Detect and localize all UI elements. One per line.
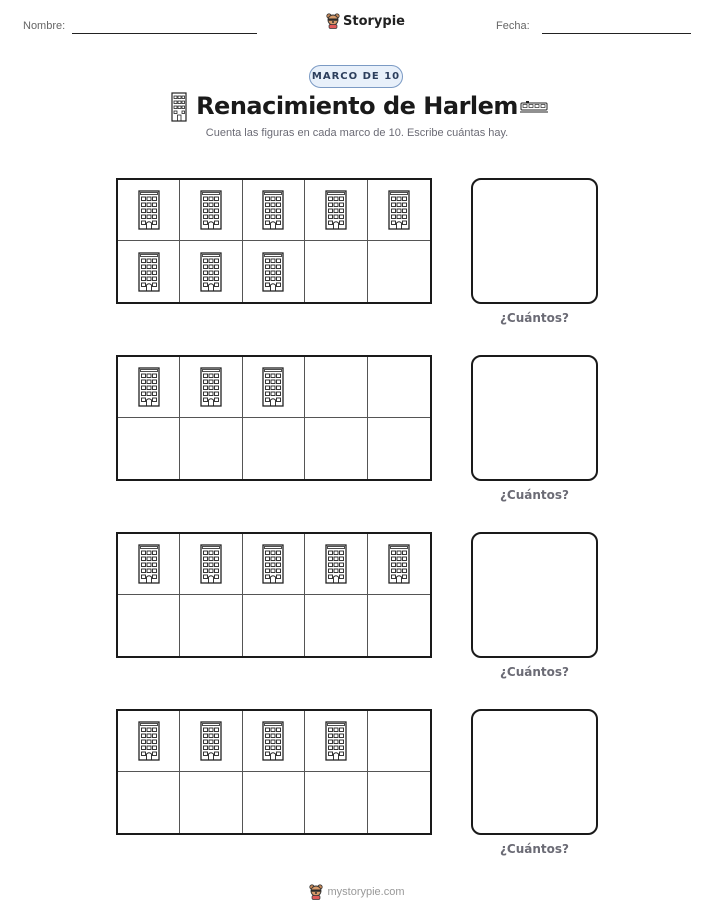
building-icon bbox=[200, 367, 222, 407]
ten-frame-cell bbox=[180, 595, 242, 656]
worksheet-type-badge: MARCO DE 10 bbox=[309, 65, 403, 88]
ten-frame-cell bbox=[243, 534, 305, 595]
ten-frame-cell bbox=[118, 357, 180, 418]
ten-frame-cell bbox=[118, 595, 180, 656]
instructions: Cuenta las figuras en cada marco de 10. Escribe cuántas hay. bbox=[205, 127, 509, 139]
ten-frame-cell bbox=[305, 711, 367, 772]
page-title: Renacimiento de Harlem bbox=[196, 92, 518, 120]
brand-name: Storypie bbox=[343, 13, 405, 29]
ten-frame-cell bbox=[305, 772, 367, 833]
how-many-label: ¿Cuántos? bbox=[499, 311, 570, 325]
ten-frame-cell bbox=[368, 180, 430, 241]
date-line[interactable] bbox=[542, 33, 691, 34]
ten-frame-cell bbox=[180, 180, 242, 241]
footer-url: mystorypie.com bbox=[327, 886, 405, 898]
building-icon bbox=[138, 721, 160, 761]
footer bbox=[0, 884, 714, 900]
title-row bbox=[0, 90, 714, 130]
ten-frame-cell bbox=[368, 418, 430, 479]
how-many-label: ¿Cuántos? bbox=[499, 665, 570, 679]
building-icon bbox=[325, 721, 347, 761]
building-icon bbox=[388, 544, 410, 584]
building-icon bbox=[262, 544, 284, 584]
date-label: Fecha: bbox=[496, 20, 530, 32]
how-many-label: ¿Cuántos? bbox=[499, 842, 570, 856]
ten-frame-cell bbox=[118, 418, 180, 479]
building-icon bbox=[262, 367, 284, 407]
answer-box[interactable] bbox=[471, 178, 598, 304]
answer-box[interactable] bbox=[471, 709, 598, 835]
ten-frame bbox=[116, 532, 432, 658]
ten-frame-cell bbox=[305, 595, 367, 656]
ten-frame-cell bbox=[180, 534, 242, 595]
ten-frame-cell bbox=[118, 711, 180, 772]
train-icon bbox=[520, 100, 548, 114]
ten-frame-cell bbox=[368, 595, 430, 656]
building-icon bbox=[325, 190, 347, 230]
building-icon bbox=[200, 190, 222, 230]
ten-frame-cell bbox=[243, 595, 305, 656]
building-icon bbox=[262, 721, 284, 761]
ten-frame-cell bbox=[305, 418, 367, 479]
answer-box[interactable] bbox=[471, 532, 598, 658]
ten-frame-cell bbox=[243, 711, 305, 772]
ten-frame-cell bbox=[118, 241, 180, 302]
building-icon bbox=[262, 190, 284, 230]
building-icon bbox=[200, 544, 222, 584]
ten-frame-cell bbox=[305, 180, 367, 241]
name-line[interactable] bbox=[72, 33, 257, 34]
ten-frame-cell bbox=[118, 772, 180, 833]
ten-frame-cell bbox=[368, 241, 430, 302]
ten-frame bbox=[116, 709, 432, 835]
ten-frame-cell bbox=[368, 357, 430, 418]
ten-frame-cell bbox=[305, 241, 367, 302]
ten-frame-cell bbox=[305, 534, 367, 595]
ten-frame-cell bbox=[180, 772, 242, 833]
ten-frame-cell bbox=[243, 180, 305, 241]
ten-frame-cell bbox=[118, 180, 180, 241]
ten-frame-cell bbox=[180, 241, 242, 302]
building-icon bbox=[138, 252, 160, 292]
ten-frame-cell bbox=[180, 357, 242, 418]
building-icon bbox=[200, 252, 222, 292]
ten-frame-cell bbox=[368, 534, 430, 595]
building-icon bbox=[262, 252, 284, 292]
ten-frame-cell bbox=[368, 711, 430, 772]
building-icon bbox=[325, 544, 347, 584]
ten-frame-cell bbox=[368, 772, 430, 833]
bear-icon bbox=[309, 884, 323, 900]
ten-frame bbox=[116, 178, 432, 304]
how-many-label: ¿Cuántos? bbox=[499, 488, 570, 502]
ten-frame-cell bbox=[180, 418, 242, 479]
ten-frame-cell bbox=[305, 357, 367, 418]
building-icon bbox=[388, 190, 410, 230]
ten-frame-cell bbox=[243, 241, 305, 302]
ten-frame-cell bbox=[118, 534, 180, 595]
building-icon bbox=[138, 544, 160, 584]
ten-frame-cell bbox=[243, 772, 305, 833]
bear-icon bbox=[326, 13, 340, 29]
building-icon bbox=[200, 721, 222, 761]
ten-frame-cell bbox=[243, 418, 305, 479]
brand-logo bbox=[326, 13, 405, 29]
name-label: Nombre: bbox=[23, 20, 66, 32]
building-icon bbox=[138, 190, 160, 230]
ten-frame-cell bbox=[180, 711, 242, 772]
ten-frame bbox=[116, 355, 432, 481]
answer-box[interactable] bbox=[471, 355, 598, 481]
ten-frame-cell bbox=[243, 357, 305, 418]
building-icon bbox=[138, 367, 160, 407]
